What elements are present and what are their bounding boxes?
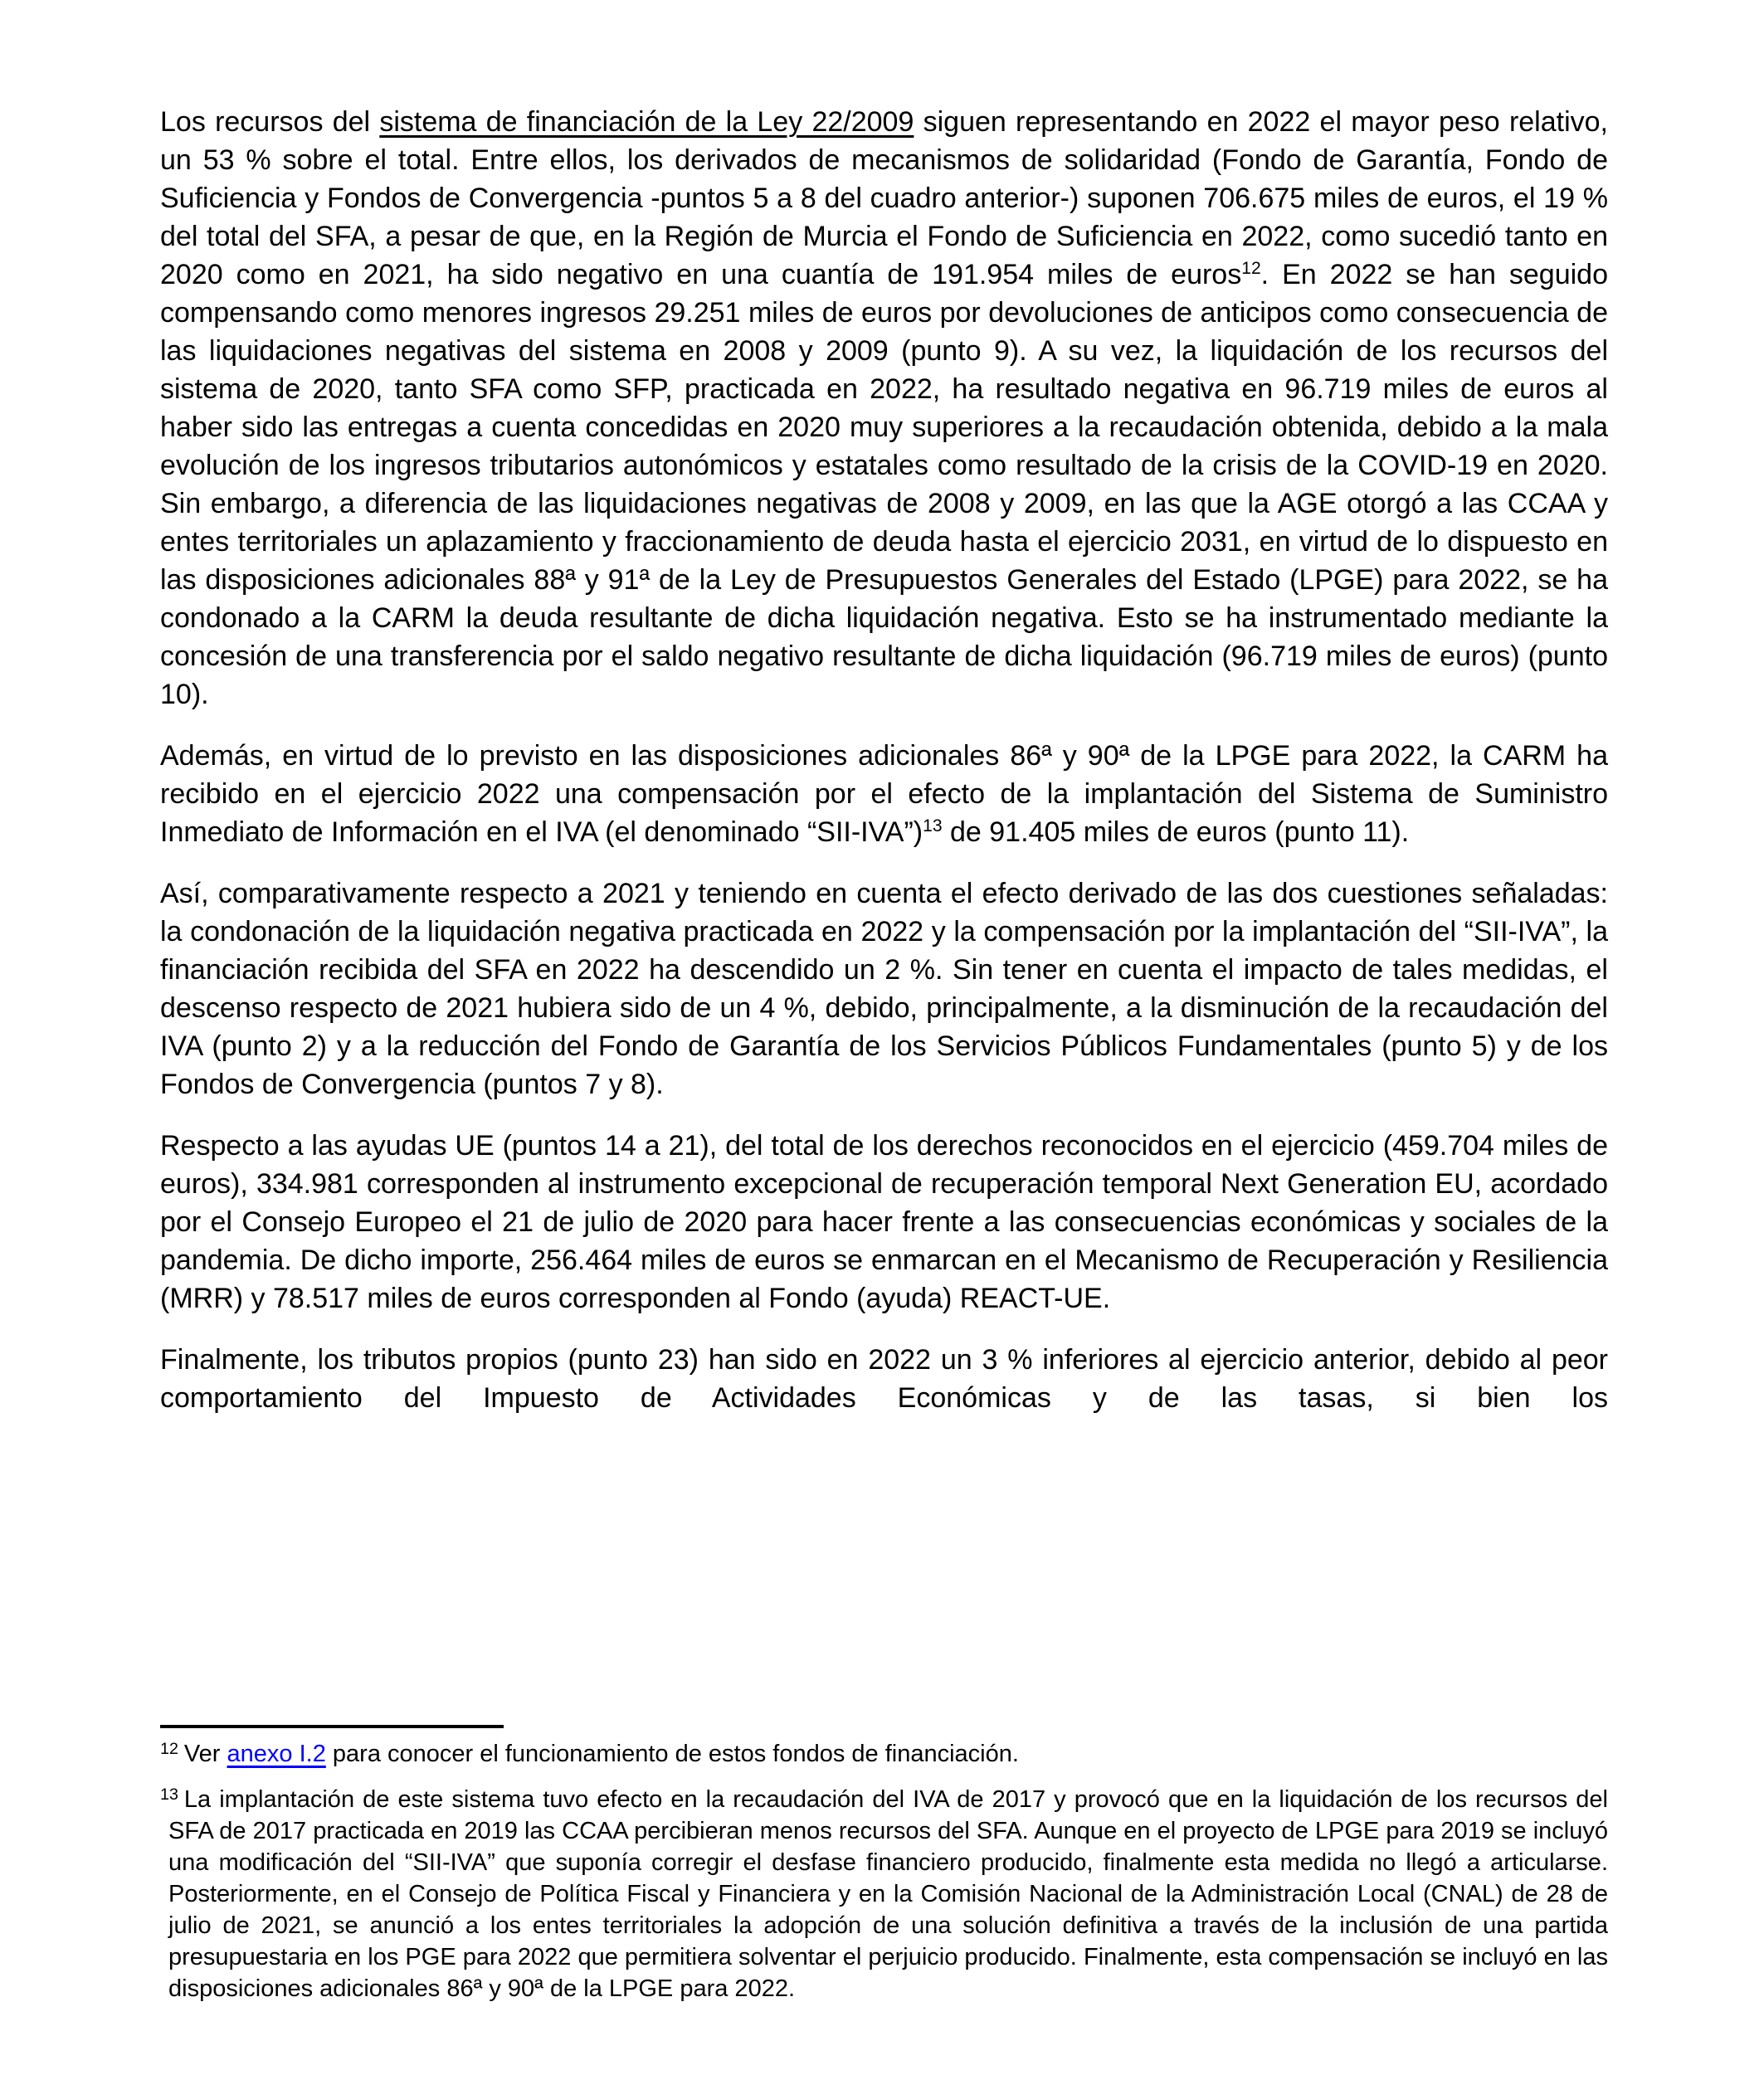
- anexo-i2-link[interactable]: anexo I.2: [227, 1741, 326, 1767]
- paragraph-text: Los recursos del: [160, 106, 380, 138]
- underlined-law-reference: sistema de financiación de la Ley 22/2009: [379, 106, 914, 138]
- paragraph-text: . En 2022 se han seguido compensando como menores ingresos 29.251 miles de euros por devoluciones de anticipos como consecuencia de las liquidaciones negativas del sistema en 2008 y 2009 (punto 9). A su vez, la liquidación de los recursos del sistema de 2020, tanto SFA como SFP, practicada en 2022, ha resultado negativa en 96.719 miles de euros al haber sido las entregas a cuenta concedidas en 2020 muy superiores a la recaudación obtenida, debido a la mala evolución de los ingresos tributarios autonómicos y estatales como resultado de la crisis de la COVID-19 en 2020. Sin embargo, a diferencia de las liquidaciones negativas de 2008 y 2009, en las que la AGE otorgó a las CCAA y entes territoriales un aplazamiento y fraccionamiento de deuda hasta el ejercicio 2031, en virtud de lo dispuesto en las disposiciones adicionales 88ª y 91ª de la Ley de Presupuestos Generales del Estado (LPGE) para 2022, se ha condonado a la CARM la deuda resultante de dicha liquidación negativa. Esto se ha instrumentado mediante la concesión de una transferencia por el saldo negativo resultante de dicha liquidación (96.719 miles de euros) (punto 10).: [160, 259, 1609, 710]
- footnotes-section: [160, 1725, 1608, 2004]
- footnote-text: Ver: [183, 1741, 227, 1767]
- footnote-13-marker: 13: [160, 1785, 178, 1805]
- footnote-ref-12: 12: [1241, 259, 1261, 279]
- paragraph-text: Además, en virtud de lo previsto en las disposiciones adicionales 86ª y 90ª de la LPGE para 2022, la CARM ha recibido en el ejercicio 2022 una compensación por el efecto de la implantación del Sistema de Suministro Inmediato de Información en el IVA (el denominado “SII-IVA”): [160, 740, 1608, 848]
- paragraph-text: de 91.405 miles de euros (punto 11).: [942, 816, 1410, 848]
- footnote-text: La implantación de este sistema tuvo efecto en la recaudación del IVA de 2017 y provocó que en la liquidación de los recursos del SFA de 2017 practicada en 2019 las CCAA percibieran menos recursos del SFA. Aunque en el proyecto de LPGE para 2019 se incluyó una modificación del “SII-IVA” que suponía corregir el desfase financiero producido, finalmente esta medida no llegó a articularse. Posteriormente, en el Consejo de Política Fiscal y Financiera y en la Comisión Nacional de la Administración Local (CNAL) de 28 de julio de 2021, se anunció a los entes territoriales la adopción de una solución definitiva a través de la inclusión de una partida presupuestaria en los PGE para 2022 que permitiera solventar el perjuicio producido. Finalmente, esta compensación se incluyó en las disposiciones adicionales 86ª y 90ª de la LPGE para 2022.: [168, 1786, 1608, 2002]
- footnote-12-marker: 12: [160, 1740, 178, 1759]
- footnote-13: [160, 1784, 1608, 2004]
- paragraph-text: Así, comparativamente respecto a 2021 y teniendo en cuenta el efecto derivado de las dos cuestiones señaladas: la condonación de la liquidación negativa practicada en 2022 y la compensación por la implantación del “SII-IVA”, la financiación recibida del SFA en 2022 ha descendido un 2 %. Sin tener en cuenta el impacto de tales medidas, el descenso respecto de 2021 hubiera sido de un 4 %, debido, principalmente, a la disminución de la recaudación del IVA (punto 2) y a la reducción del Fondo de Garantía de los Servicios Públicos Fundamentales (punto 5) y de los Fondos de Convergencia (puntos 7 y 8).: [160, 878, 1608, 1100]
- paragraph-text: siguen representando en 2022 el mayor peso relativo, un 53 % sobre el total. Entre ellos, los derivados de mecanismos de solidaridad (Fondo de Garantía, Fondo de Suficiencia y Fondos de Convergencia -puntos 5 a 8 del cuadro anterior-) suponen 706.675 miles de euros, el 19 % del total del SFA, a pesar de que, en la Región de Murcia el Fondo de Suficiencia en 2022, como sucedió tanto en 2020 como en 2021, ha sido negativo en una cuantía de 191.954 miles de euros: [160, 106, 1608, 290]
- paragraph-sfa-resources: [160, 103, 1608, 714]
- paragraph-text: Finalmente, los tributos propios (punto 23) han sido en 2022 un 3 % inferiores al ejercicio anterior, debido al peor comportamiento del Impuesto de Actividades Económicas y de las tasas, si bien los: [160, 1344, 1608, 1414]
- paragraph-eu-aid: [160, 1127, 1608, 1318]
- footnote-ref-13: 13: [923, 816, 943, 836]
- footnote-text: para conocer el funcionamiento de estos fondos de financiación.: [325, 1741, 1019, 1767]
- paragraph-own-taxes: [160, 1341, 1608, 1417]
- paragraph-comparison-2021: [160, 874, 1608, 1103]
- footnote-12: [160, 1738, 1608, 1770]
- body-text-block: [160, 103, 1608, 1417]
- footnote-separator: [160, 1725, 504, 1728]
- paragraph-text: Respecto a las ayudas UE (puntos 14 a 21), del total de los derechos reconocidos en el ejercicio (459.704 miles de euros), 334.981 corresponden al instrumento excepcional de recuperación temporal Next Generation EU, acordado por el Consejo Europeo el 21 de julio de 2020 para hacer frente a las consecuencias económicas y sociales de la pandemia. De dicho importe, 256.464 miles de euros se enmarcan en el Mecanismo de Recuperación y Resiliencia (MRR) y 78.517 miles de euros corresponden al Fondo (ayuda) REACT-UE.: [160, 1130, 1608, 1314]
- paragraph-sii-iva-compensation: [160, 737, 1608, 851]
